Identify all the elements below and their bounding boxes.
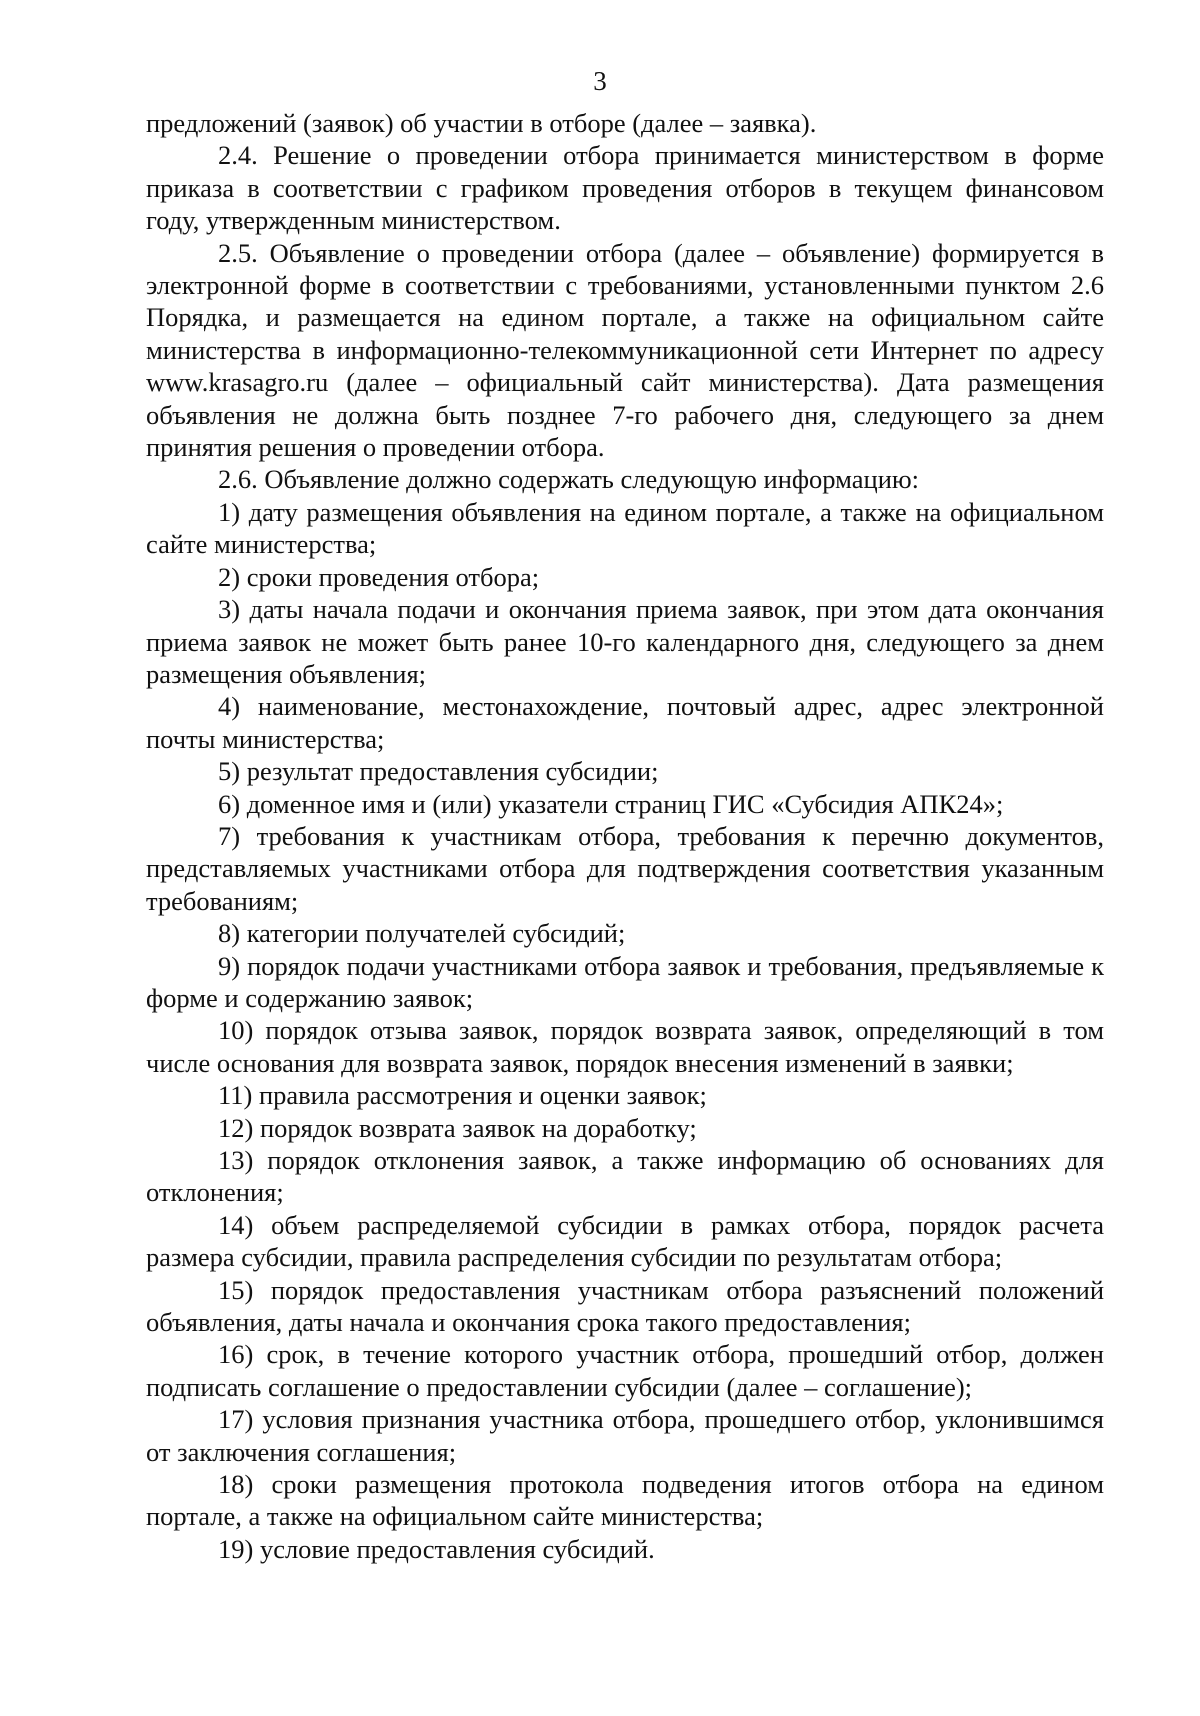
list-item-2: 2) сроки проведения отбора; [218,561,540,592]
list-item-5: 5) результат предоставления субсидии; [218,756,659,787]
document-body [146,107,1104,1565]
list-item-6: 6) доменное имя и (или) указатели страниц ГИС «Субсидия АПК24»; [218,788,1004,819]
list-item-9: 9) порядок подачи участниками отбора заявок и требования, предъявляемые к форме и содержанию заявок; [146,950,1104,1013]
list-item-4: 4) наименование, местонахождение, почтовый адрес, адрес электронной почты министерства; [146,691,1104,754]
list-item-13: 13) порядок отклонения заявок, а также информацию об основаниях для отклонения; [146,1145,1104,1208]
list-item-14: 14) объем распределяемой субсидии в рамках отбора, порядок расчета размера субсидии, правила распределения субсидии по результатам отбора; [146,1209,1104,1273]
list-item-18: 18) сроки размещения протокола подведения итогов отбора на едином портале, а также на официальном сайте министерства; [146,1469,1104,1532]
list-item-11: 11) правила рассмотрения и оценки заявок; [218,1080,707,1111]
paragraph-2-6: 2.6. Объявление должно содержать следующую информацию: [218,464,920,495]
list-item-12: 12) порядок возврата заявок на доработку; [218,1112,697,1143]
list-item-10: 10) порядок отзыва заявок, порядок возврата заявок, определяющий в том числе основания для возврата заявок, порядок внесения изменений в заявки; [146,1015,1104,1078]
paragraph-2-4: 2.4. Решение о проведении отбора принимается министерством в форме приказа в соответствии с графиком проведения отборов в текущем финансовом году, утвержденным министерством. [146,140,1104,236]
list-item-17: 17) условия признания участника отбора, прошедшего отбор, уклонившимся от заключения соглашения; [146,1404,1104,1467]
list-item-19: 19) условие предоставления субсидий. [218,1533,655,1564]
list-item-3: 3) даты начала подачи и окончания приема заявок, при этом дата окончания приема заявок не может быть ранее 10-го календарного дня, следующего за днем размещения объявления; [146,594,1104,689]
page-number: 3 [593,66,607,96]
paragraph-2-5: 2.5. Объявление о проведении отбора (далее – объявление) формируется в электронной форме в соответствии с требованиями, установленными пунктом 2.6 Порядка, и размещается на едином портале, а также на официальном сайте министерства в информационно-телекоммуникационной сети Интернет по адресу www.krasagro.ru (далее – официальный сайт министерства). Дата размещения объявления не должна быть позднее 7-го рабочего дня, следующего за днем принятия решения о проведении отбора. [146,237,1104,463]
list-item-15: 15) порядок предоставления участникам отбора разъяснений положений объявления, даты начала и окончания срока такого предоставления; [146,1274,1104,1338]
list-item-1: 1) дату размещения объявления на едином портале, а также на официальном сайте министерства; [146,496,1104,560]
list-item-16: 16) срок, в течение которого участник отбора, прошедший отбор, должен подписать соглашение о предоставлении субсидии (далее – соглашение); [146,1339,1104,1402]
paragraph-continuation: предложений (заявок) об участии в отборе (далее – заявка). [146,108,817,138]
list-item-7: 7) требования к участникам отбора, требования к перечню документов, представляемых участниками отбора для подтверждения соответствия указанным требованиям; [146,820,1104,916]
list-item-8: 8) категории получателей субсидий; [218,918,626,949]
